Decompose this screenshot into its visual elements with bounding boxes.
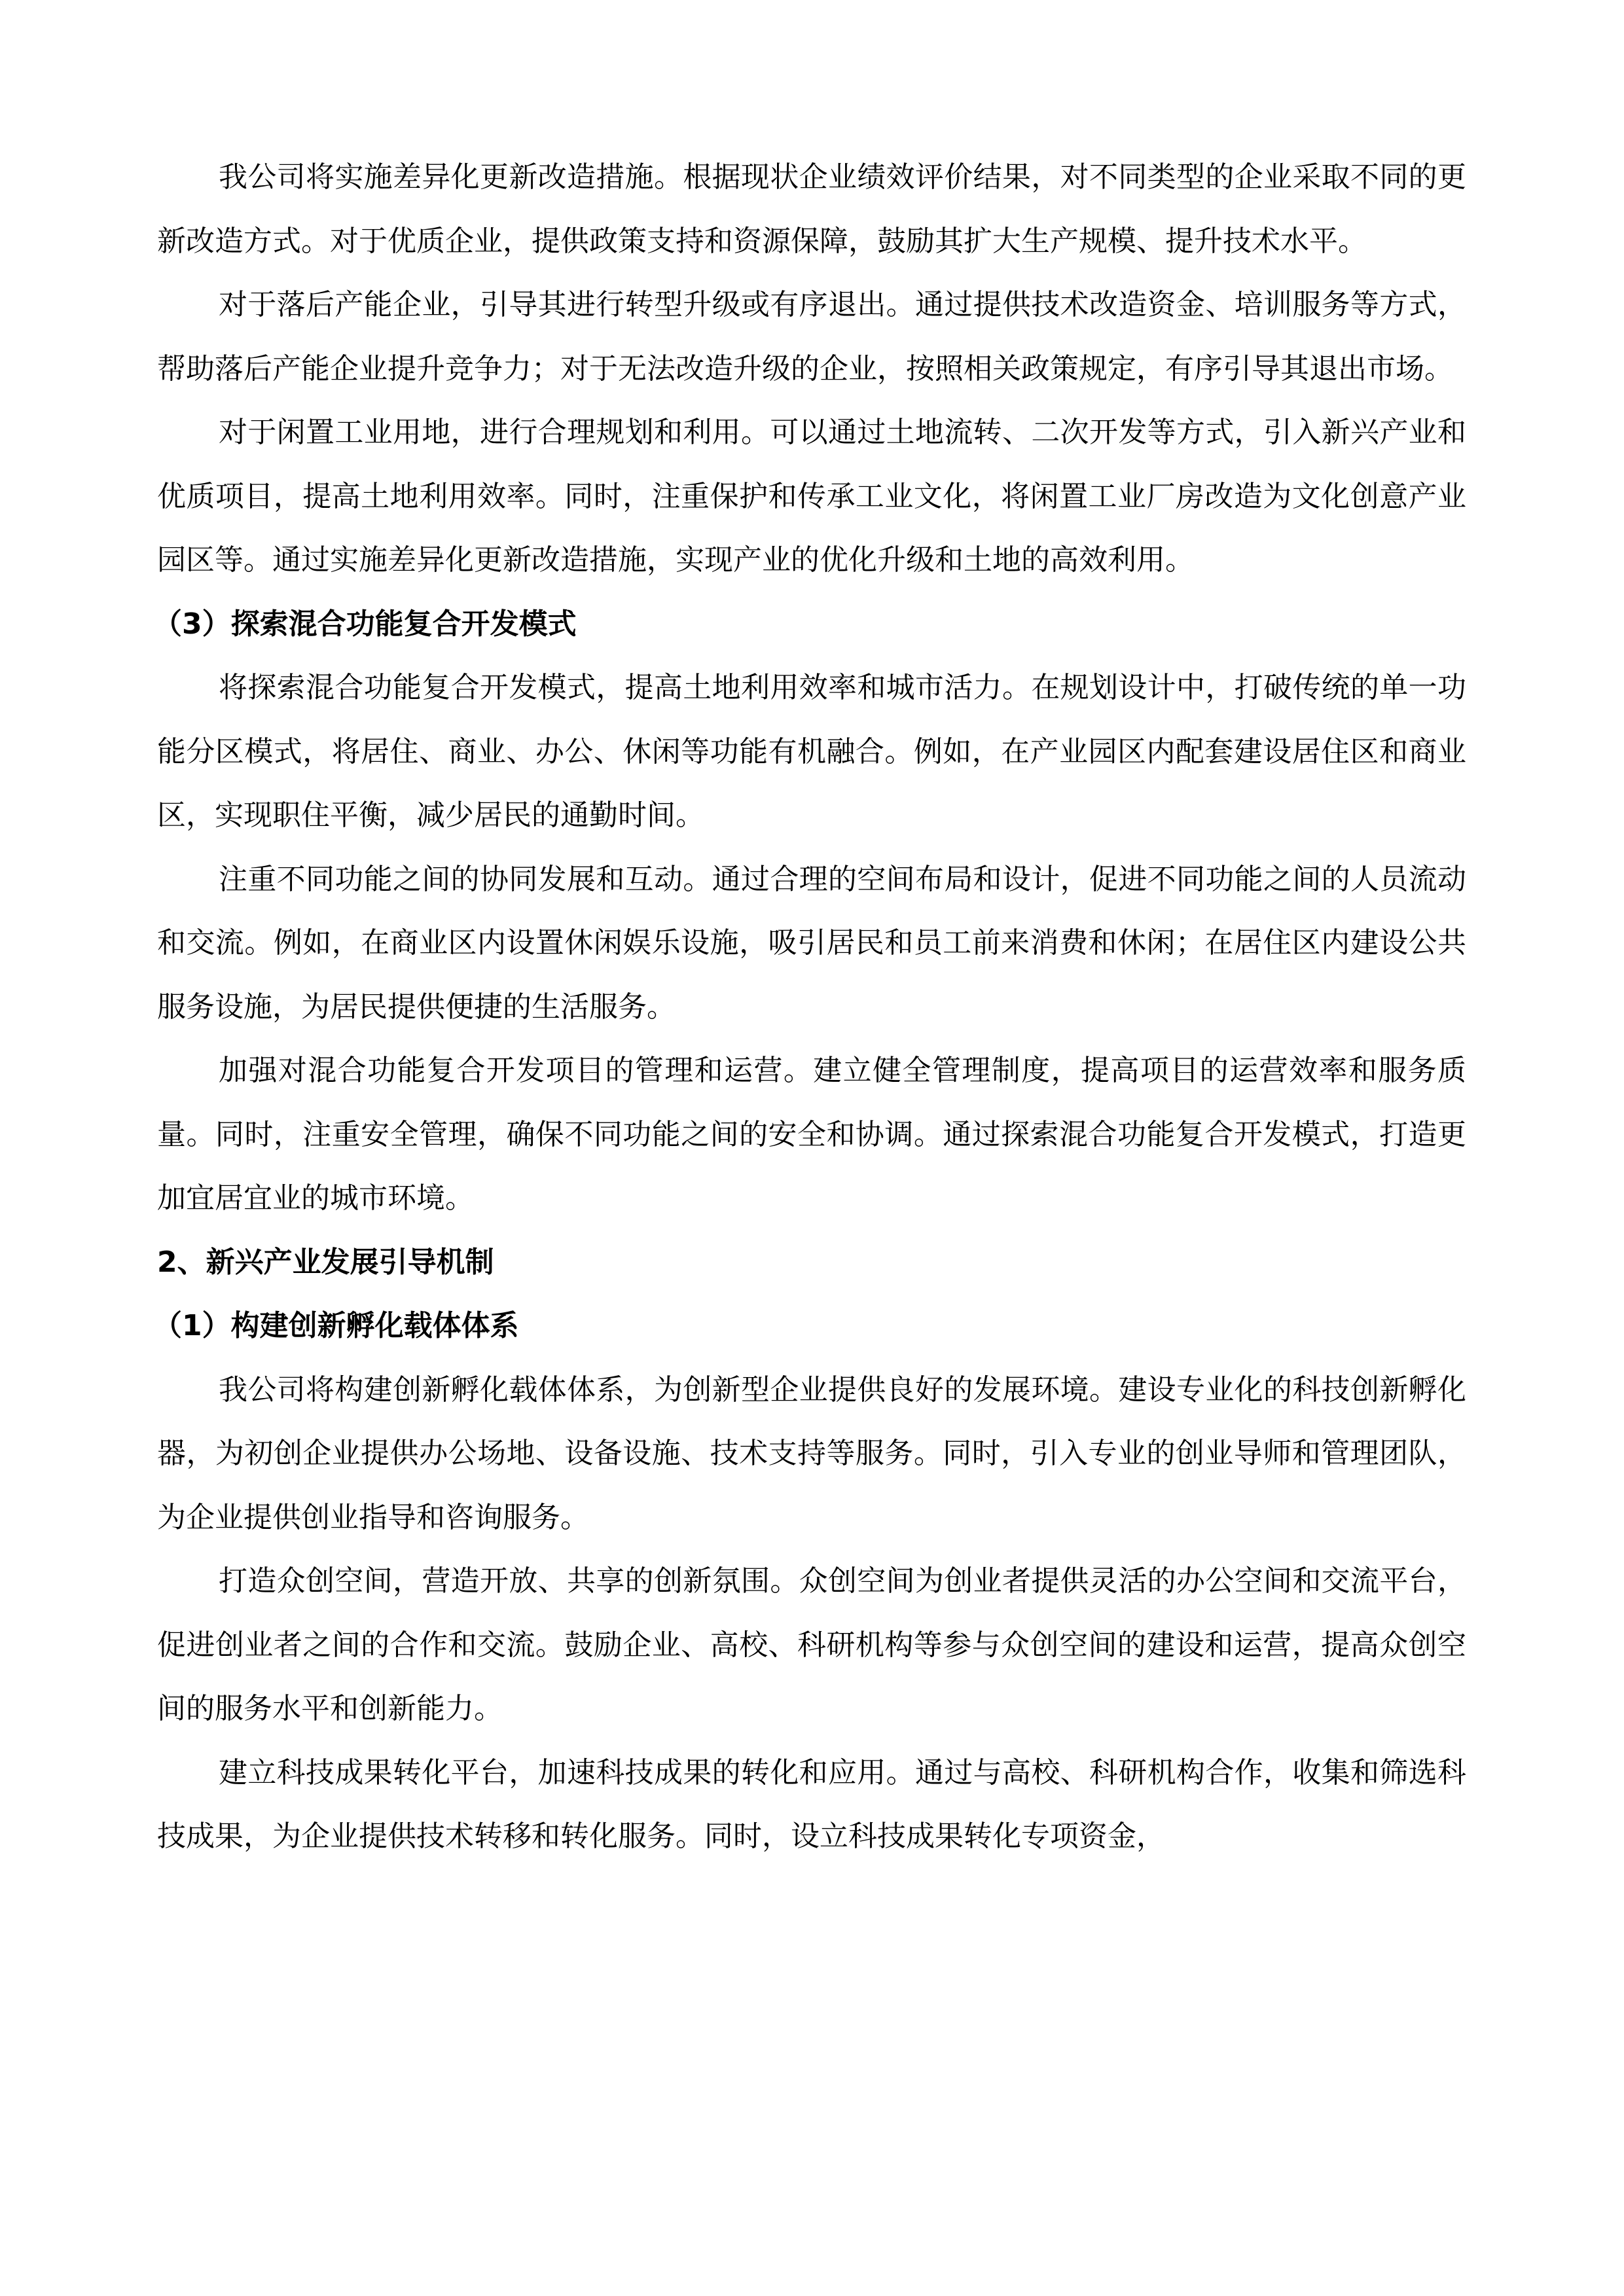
paragraph-backward-capacity: 对于落后产能企业，引导其进行转型升级或有序退出。通过提供技术改造资金、培训服务等方式，帮助落后产能企业提升竞争力；对于无法改造升级的企业，按照相关政策规定，有序引导其退出市场。 — [157, 288, 1466, 386]
paragraph-tech-transfer-platform: 建立科技成果转化平台，加速科技成果的转化和应用。通过与高校、科研机构合作，收集和筛选科技成果，为企业提供技术转移和转化服务。同时，设立科技成果转化专项资金， — [157, 1755, 1466, 1853]
paragraph-incubation-system: 我公司将构建创新孵化载体体系，为创新型企业提供良好的发展环境。建设专业化的科技创新孵化器，为初创企业提供办公场地、设备设施、技术支持等服务。同时，引入专业的创业导师和管理团队，为企业提供创业指导和咨询服务。 — [157, 1372, 1466, 1534]
paragraph-differentiated-renewal: 我公司将实施差异化更新改造措施。根据现状企业绩效评价结果，对不同类型的企业采取不同的更新改造方式。对于优质企业，提供政策支持和资源保障，鼓励其扩大生产规模、提升技术水平。 — [157, 160, 1466, 258]
paragraph-mixed-function-mode: 将探索混合功能复合开发模式，提高土地利用效率和城市活力。在规划设计中，打破传统的单一功能分区模式，将居住、商业、办公、休闲等功能有机融合。例如，在产业园区内配套建设居住区和商业区，实现职住平衡，减少居民的通勤时间。 — [157, 671, 1466, 832]
document-body — [153, 145, 1466, 1869]
paragraph-idle-industrial-land: 对于闲置工业用地，进行合理规划和利用。可以通过土地流转、二次开发等方式，引入新兴产业和优质项目，提高土地利用效率。同时，注重保护和传承工业文化，将闲置工业厂房改造为文化创意产业园区等。通过实施差异化更新改造措施，实现产业的优化升级和土地的高效利用。 — [157, 416, 1466, 577]
section-heading-emerging-industry: 2、新兴产业发展引导机制 — [157, 1245, 494, 1279]
subheading-mixed-function-development: （3）探索混合功能复合开发模式 — [153, 607, 577, 641]
subheading-innovation-incubation: （1）构建创新孵化载体体系 — [153, 1309, 519, 1342]
paragraph-project-management: 加强对混合功能复合开发项目的管理和运营。建立健全管理制度，提高项目的运营效率和服务质量。同时，注重安全管理，确保不同功能之间的安全和协调。通过探索混合功能复合开发模式，打造更加宜居宜业的城市环境。 — [157, 1054, 1466, 1215]
paragraph-maker-space: 打造众创空间，营造开放、共享的创新氛围。众创空间为创业者提供灵活的办公空间和交流平台，促进创业者之间的合作和交流。鼓励企业、高校、科研机构等参与众创空间的建设和运营，提高众创空间的服务水平和创新能力。 — [157, 1564, 1466, 1725]
paragraph-function-synergy: 注重不同功能之间的协同发展和互动。通过合理的空间布局和设计，促进不同功能之间的人员流动和交流。例如，在商业区内设置休闲娱乐设施，吸引居民和员工前来消费和休闲；在居住区内建设公共服务设施，为居民提供便捷的生活服务。 — [157, 862, 1466, 1024]
